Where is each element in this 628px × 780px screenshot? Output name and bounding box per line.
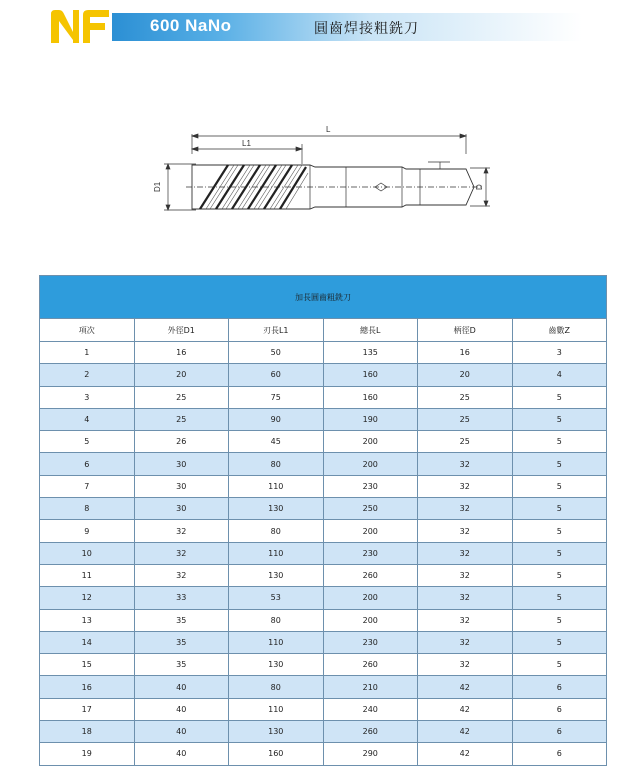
table-cell: 5 (512, 408, 607, 430)
table-cell: 160 (323, 364, 418, 386)
table-cell: 20 (418, 364, 513, 386)
table-cell: 75 (229, 386, 324, 408)
table-cell: 42 (418, 721, 513, 743)
table-cell: 26 (134, 431, 229, 453)
table-row (40, 609, 607, 631)
table-cell: 32 (418, 475, 513, 497)
table-cell: 6 (512, 676, 607, 698)
table-row (40, 475, 607, 497)
table-cell: 260 (323, 721, 418, 743)
table-row (40, 520, 607, 542)
table-cell: 250 (323, 498, 418, 520)
table-cell: 5 (512, 587, 607, 609)
table-cell: 25 (418, 386, 513, 408)
table-cell: 25 (134, 386, 229, 408)
table-cell: 80 (229, 520, 324, 542)
table-row (40, 564, 607, 586)
table-row (40, 386, 607, 408)
table-cell: 130 (229, 498, 324, 520)
table-cell: 200 (323, 520, 418, 542)
table-cell: 32 (418, 654, 513, 676)
table-cell: 5 (512, 386, 607, 408)
table-cell: 110 (229, 631, 324, 653)
table-cell: 200 (323, 609, 418, 631)
table-cell: 230 (323, 475, 418, 497)
table-cell: 200 (323, 431, 418, 453)
table-cell: 230 (323, 542, 418, 564)
dim-label-d1: D1 (153, 181, 162, 192)
table-cell: 135 (323, 342, 418, 364)
table-cell: 13 (40, 609, 135, 631)
table-cell: 32 (134, 542, 229, 564)
table-cell: 25 (134, 408, 229, 430)
table-cell: 40 (134, 721, 229, 743)
table-cell: 110 (229, 475, 324, 497)
table-cell: 6 (40, 453, 135, 475)
table-cell: 4 (512, 364, 607, 386)
table-cell: 25 (418, 408, 513, 430)
table-cell: 19 (40, 743, 135, 765)
table-row (40, 631, 607, 653)
table-cell: 16 (418, 342, 513, 364)
table-header-row (40, 319, 607, 342)
table-cell: 40 (134, 676, 229, 698)
table-cell: 5 (512, 631, 607, 653)
spec-table (39, 275, 607, 766)
table-cell: 32 (134, 520, 229, 542)
table-cell: 7 (40, 475, 135, 497)
dim-label-l1: L1 (242, 139, 251, 148)
table-cell: 260 (323, 564, 418, 586)
table-cell: 32 (418, 542, 513, 564)
table-cell: 32 (418, 520, 513, 542)
table-cell: 35 (134, 654, 229, 676)
table-cell: 6 (512, 721, 607, 743)
table-cell: 60 (229, 364, 324, 386)
table-row (40, 408, 607, 430)
table-cell: 30 (134, 453, 229, 475)
table-cell: 110 (229, 698, 324, 720)
table-row (40, 453, 607, 475)
table-cell: 32 (418, 564, 513, 586)
table-cell: 190 (323, 408, 418, 430)
table-cell: 32 (418, 609, 513, 631)
table-cell: 35 (134, 631, 229, 653)
table-cell: 18 (40, 721, 135, 743)
table-cell: 10 (40, 542, 135, 564)
table-cell: 32 (418, 453, 513, 475)
table-cell: 25 (418, 431, 513, 453)
page-title: 圓齒焊接粗銑刀 (314, 21, 419, 37)
table-cell: 80 (229, 453, 324, 475)
table-cell: 16 (40, 676, 135, 698)
table-cell: 45 (229, 431, 324, 453)
brand-name: 600 NaNo (150, 16, 232, 35)
table-row (40, 498, 607, 520)
column-header: 齒數Z (512, 319, 607, 342)
table-cell: 130 (229, 564, 324, 586)
table-row (40, 364, 607, 386)
table-cell: 200 (323, 587, 418, 609)
table-cell: 5 (512, 431, 607, 453)
table-cell: 32 (418, 587, 513, 609)
table-row (40, 431, 607, 453)
table-cell: 11 (40, 564, 135, 586)
column-header: 刃長L1 (229, 319, 324, 342)
table-cell: 90 (229, 408, 324, 430)
table-cell: 3 (512, 342, 607, 364)
table-row (40, 587, 607, 609)
table-cell: 12 (40, 587, 135, 609)
table-cell: 32 (418, 498, 513, 520)
table-caption: 加長圓齒粗銑刀 (40, 276, 607, 319)
table-row (40, 654, 607, 676)
table-cell: 260 (323, 654, 418, 676)
table-cell: 5 (40, 431, 135, 453)
table-row (40, 721, 607, 743)
table-cell: 230 (323, 631, 418, 653)
table-cell: 200 (323, 453, 418, 475)
column-header: 柄徑D (418, 319, 513, 342)
dim-label-l: L (326, 125, 331, 134)
table-cell: 32 (134, 564, 229, 586)
table-cell: 42 (418, 743, 513, 765)
table-cell: 80 (229, 609, 324, 631)
table-row (40, 676, 607, 698)
table-cell: 3 (40, 386, 135, 408)
table-cell: 16 (134, 342, 229, 364)
table-cell: 5 (512, 520, 607, 542)
column-header: 外徑D1 (134, 319, 229, 342)
table-cell: 14 (40, 631, 135, 653)
table-cell: 160 (229, 743, 324, 765)
table-cell: 6 (512, 743, 607, 765)
table-cell: 5 (512, 609, 607, 631)
table-cell: 290 (323, 743, 418, 765)
table-cell: 5 (512, 498, 607, 520)
column-header: 總長L (323, 319, 418, 342)
table-cell: 40 (134, 743, 229, 765)
table-cell: 30 (134, 475, 229, 497)
table-cell: 5 (512, 564, 607, 586)
table-body (40, 342, 607, 766)
table-cell: 6 (512, 698, 607, 720)
table-cell: 5 (512, 475, 607, 497)
table-row (40, 542, 607, 564)
table-cell: 30 (134, 498, 229, 520)
table-cell: 50 (229, 342, 324, 364)
table-cell: 32 (418, 631, 513, 653)
cutter-drawing (150, 118, 490, 228)
table-cell: 9 (40, 520, 135, 542)
table-cell: 240 (323, 698, 418, 720)
table-cell: 42 (418, 676, 513, 698)
table-cell: 160 (323, 386, 418, 408)
table-cell: 20 (134, 364, 229, 386)
table-cell: 17 (40, 698, 135, 720)
table-cell: 33 (134, 587, 229, 609)
table-caption-row (40, 276, 607, 319)
company-logo (49, 10, 111, 43)
table-cell: 5 (512, 453, 607, 475)
column-header: 項次 (40, 319, 135, 342)
table-cell: 5 (512, 654, 607, 676)
table-cell: 1 (40, 342, 135, 364)
table-row (40, 698, 607, 720)
table-cell: 5 (512, 542, 607, 564)
dim-label-d: D (475, 184, 484, 190)
table-cell: 35 (134, 609, 229, 631)
table-row (40, 743, 607, 765)
table-row (40, 342, 607, 364)
table-cell: 15 (40, 654, 135, 676)
table-cell: 110 (229, 542, 324, 564)
table-cell: 53 (229, 587, 324, 609)
table-cell: 130 (229, 654, 324, 676)
table-cell: 210 (323, 676, 418, 698)
table-cell: 40 (134, 698, 229, 720)
table-cell: 2 (40, 364, 135, 386)
table-cell: 80 (229, 676, 324, 698)
table-cell: 8 (40, 498, 135, 520)
table-cell: 4 (40, 408, 135, 430)
table-cell: 42 (418, 698, 513, 720)
table-cell: 130 (229, 721, 324, 743)
